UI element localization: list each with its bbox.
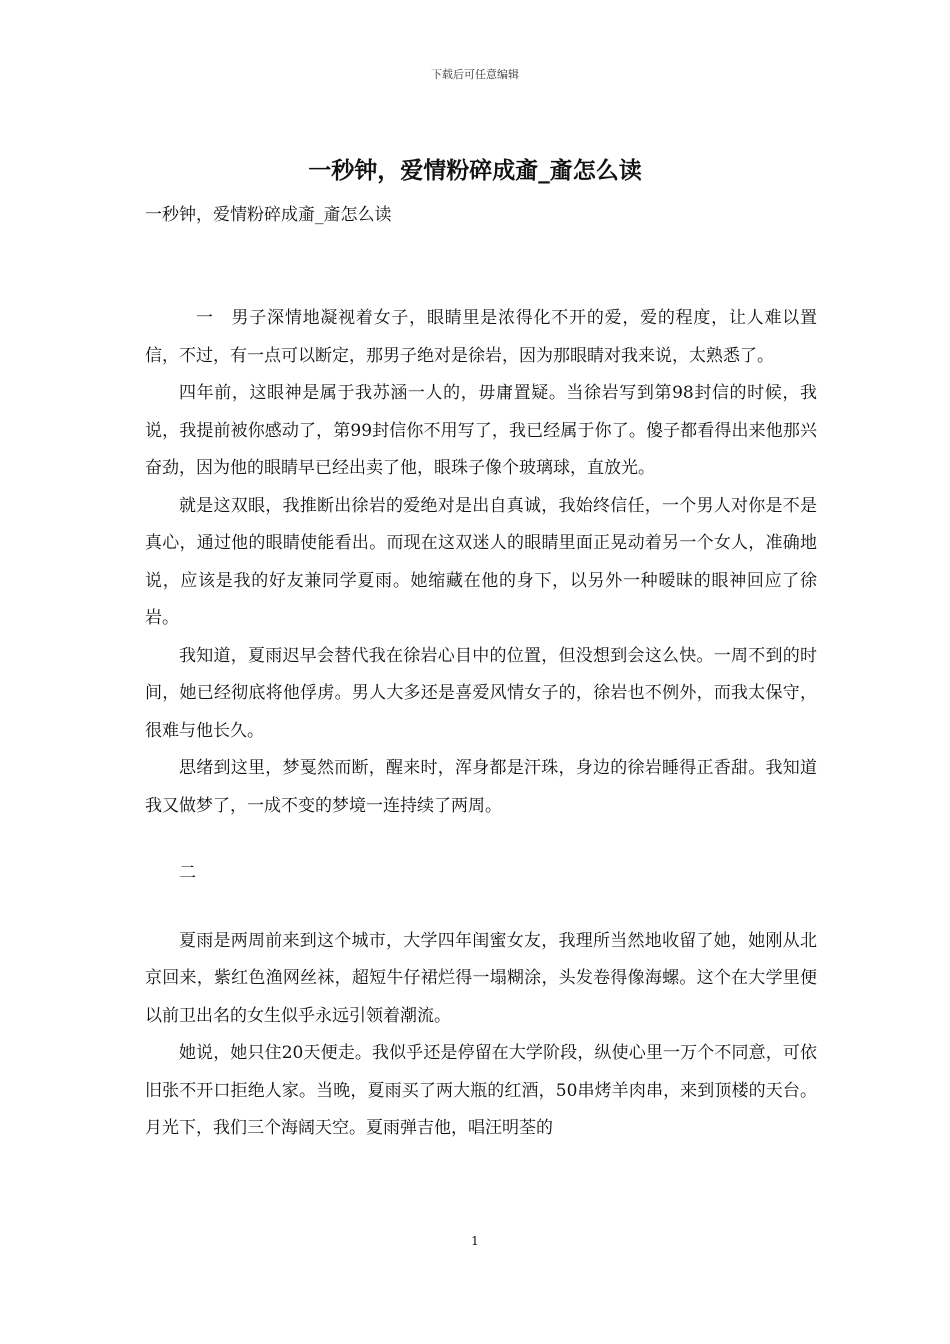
section-heading: 二 — [179, 863, 196, 883]
document-body — [145, 270, 817, 1148]
paragraph: 思绪到这里，梦戛然而断，醒来时，浑身都是汗珠，身边的徐岩睡得正香甜。我知道我又做梦了，一成不变的梦境一连持续了两周。 — [145, 758, 817, 816]
page-header-note: 下载后可任意编辑 — [431, 68, 519, 81]
paragraph: 就是这双眼，我推断出徐岩的爱绝对是出自真诚，我始终信任，一个男人对你是不是真心，通过他的眼睛使能看出。而现在这双迷人的眼睛里面正晃动着另一个女人，准确地说，应该是我的好友兼同学夏雨。她缩藏在他的身下，以另外一种暧昧的眼神回应了徐岩。 — [145, 495, 817, 628]
document-subtitle: 一秒钟，爱情粉碎成齑_齑怎么读 — [145, 205, 392, 225]
paragraph: 四年前，这眼神是属于我苏涵一人的，毋庸置疑。当徐岩写到第98封信的时候，我说，我提前被你感动了，第99封信你不用写了，我已经属于你了。傻子都看得出来他那兴奋劲，因为他的眼睛早已经出卖了他，眼珠子像个玻璃球，直放光。 — [145, 383, 817, 478]
paragraph: 我知道，夏雨迟早会替代我在徐岩心目中的位置，但没想到会这么快。一周不到的时间，她已经彻底将他俘虏。男人大多还是喜爱风情女子的，徐岩也不例外，而我太保守，很难与他长久。 — [145, 645, 817, 741]
page-number: 1 — [471, 1234, 479, 1248]
paragraph: 她说，她只住20天便走。我似乎还是停留在大学阶段，纵使心里一万个不同意，可依旧张不开口拒绝人家。当晚，夏雨买了两大瓶的红酒，50串烤羊肉串，来到顶楼的天台。月光下，我们三个海阔天空。夏雨弹吉他，唱汪明荃的 — [145, 1043, 817, 1138]
document-title: 一秒钟，爱情粉碎成齑_齑怎么读 — [308, 157, 642, 184]
paragraph: 一 男子深情地凝视着女子，眼睛里是浓得化不开的爱，爱的程度，让人难以置信，不过，有一点可以断定，那男子绝对是徐岩，因为那眼睛对我来说，太熟悉了。 — [145, 308, 817, 366]
paragraph: 夏雨是两周前来到这个城市，大学四年闺蜜女友，我理所当然地收留了她，她刚从北京回来，紫红色渔网丝袜，超短牛仔裙烂得一塌糊涂，头发卷得像海螺。这个在大学里便以前卫出名的女生似乎永远引领着潮流。 — [145, 930, 817, 1026]
